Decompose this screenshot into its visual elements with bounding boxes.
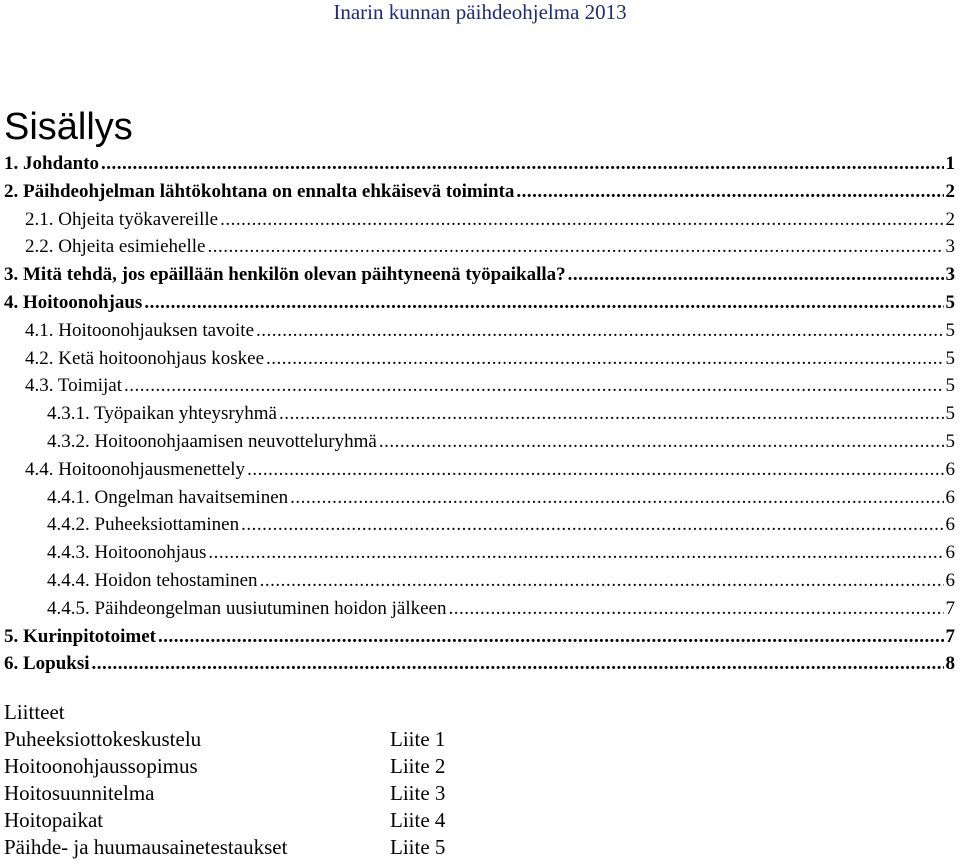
page-title: Sisällys: [4, 106, 133, 149]
toc-leader-dots: [260, 567, 944, 595]
toc-entry-page: 5: [945, 319, 955, 341]
toc-entry-page: 5: [945, 292, 955, 313]
appendix-label: Liite 2: [390, 754, 446, 778]
toc-entry[interactable]: [25, 372, 955, 400]
toc-entry-page: 7: [945, 625, 955, 647]
toc-leader-dots: [256, 317, 943, 345]
appendix-name: Hoitosuunnitelma: [4, 781, 155, 805]
toc-entry-page: 6: [945, 514, 955, 536]
toc-entry-page: 2: [945, 180, 955, 202]
toc-entry-label: 4.3.1. Työpaikan yhteysryhmä: [47, 403, 277, 425]
toc-entry[interactable]: [4, 150, 955, 178]
appendix-name: Hoitopaikat: [4, 808, 104, 832]
toc-entry[interactable]: [25, 317, 955, 345]
toc-entry[interactable]: [4, 623, 955, 651]
appendix-row: [4, 726, 504, 753]
toc-entry-label: 4.4.3. Hoitoonohjaus: [47, 542, 207, 564]
toc-entry-label: 2.1. Ohjeita työkavereille: [25, 208, 219, 230]
toc-entry-label: 4.4.2. Puheeksiottaminen: [47, 514, 240, 536]
toc-entry-page: 3: [945, 264, 955, 286]
toc-entry[interactable]: [47, 400, 955, 428]
appendix-label: Liite 3: [390, 781, 446, 805]
toc-leader-dots: [208, 539, 943, 567]
toc-entry-page: 2: [945, 208, 955, 230]
toc-entry-page: 5: [945, 347, 955, 369]
toc-entry-label: 4.4.1. Ongelman havaitseminen: [47, 486, 289, 508]
toc-entry-page: 6: [945, 458, 955, 480]
appendix-name: Puheeksiottokeskustelu: [4, 727, 202, 751]
toc-entry-label: 4.4. Hoitoonohjausmenettely: [25, 458, 246, 480]
toc-entry[interactable]: [4, 178, 955, 206]
appendix-name: Päihde- ja huumausainetestaukset: [4, 835, 288, 859]
toc-entry[interactable]: [47, 428, 955, 456]
toc-entry-page: 7: [945, 597, 955, 619]
appendix-name: Hoitoonohjaussopimus: [4, 754, 198, 778]
toc-entry[interactable]: [47, 511, 955, 539]
toc-leader-dots: [448, 595, 943, 623]
appendices-heading: Liitteet: [4, 700, 65, 724]
toc-entry-label: 4.3. Toimijat: [25, 375, 123, 397]
toc-entry-label: 6. Lopuksi: [4, 653, 90, 675]
toc-entry-label: 4.2. Ketä hoitoonohjaus koskee: [25, 347, 265, 369]
toc-entry-page: 1: [945, 153, 955, 174]
toc-entry-page: 5: [945, 375, 955, 397]
toc-entry-label: 4.4.4. Hoidon tehostaminen: [47, 570, 258, 591]
toc-leader-dots: [241, 511, 943, 539]
toc-entry-label: 4.1. Hoitoonohjauksen tavoite: [25, 319, 255, 341]
toc-entry-label: 5. Kurinpitotoimet: [4, 625, 156, 647]
toc-entry[interactable]: [47, 567, 955, 595]
toc-leader-dots: [279, 400, 944, 428]
toc-entry[interactable]: [4, 650, 955, 678]
toc-entry-label: 4. Hoitoonohjaus: [4, 292, 143, 313]
toc-leader-dots: [379, 428, 944, 456]
toc-entry-label: 1. Johdanto: [4, 153, 100, 174]
toc-entry-page: 8: [945, 653, 955, 675]
appendix-row: [4, 834, 504, 861]
toc-entry[interactable]: [47, 484, 955, 512]
toc-leader-dots: [247, 456, 943, 484]
appendix-label: Liite 1: [390, 727, 446, 751]
toc-entry-label: 2.2. Ohjeita esimiehelle: [25, 236, 206, 258]
toc-leader-dots: [207, 233, 943, 261]
toc-entry-page: 6: [945, 542, 955, 564]
toc-leader-dots: [568, 261, 944, 289]
toc-entry[interactable]: [4, 289, 955, 317]
toc-entry[interactable]: [25, 456, 955, 484]
toc-entry-page: 5: [945, 403, 955, 425]
toc-leader-dots: [144, 289, 943, 317]
toc-entry-label: 2. Päihdeohjelman lähtökohtana on ennalta ehkäisevä toiminta: [4, 180, 515, 202]
toc-entry-page: 6: [945, 486, 955, 508]
toc-entry[interactable]: [25, 233, 955, 261]
page-header: Inarin kunnan päihdeohjelma 2013: [333, 0, 627, 24]
toc-entry[interactable]: [25, 206, 955, 234]
appendix-label: Liite 5: [390, 835, 446, 859]
toc-leader-dots: [92, 650, 944, 678]
toc-entry-label: 4.3.2. Hoitoonohjaamisen neuvotteluryhmä: [47, 431, 377, 452]
toc-entry[interactable]: [4, 261, 955, 289]
toc-leader-dots: [124, 372, 943, 400]
toc-entry[interactable]: [47, 539, 955, 567]
toc-leader-dots: [266, 345, 943, 373]
toc-entry-page: 3: [945, 236, 955, 258]
appendix-row: [4, 780, 504, 807]
toc-entry-page: 6: [945, 570, 955, 591]
toc-leader-dots: [158, 623, 944, 651]
appendix-row: [4, 753, 504, 780]
toc-leader-dots: [220, 206, 943, 234]
toc-entry[interactable]: [47, 595, 955, 623]
toc-leader-dots: [101, 150, 943, 178]
appendix-label: Liite 4: [390, 808, 446, 832]
toc-leader-dots: [290, 484, 943, 512]
toc-entry-page: 5: [945, 431, 955, 452]
toc-entry-label: 3. Mitä tehdä, jos epäillään henkilön olevan päihtyneenä työpaikalla?: [4, 264, 566, 286]
appendix-row: [4, 807, 504, 834]
toc-entry-label: 4.4.5. Päihdeongelman uusiutuminen hoidon jälkeen: [47, 597, 447, 619]
toc-leader-dots: [516, 178, 943, 206]
toc-entry[interactable]: [25, 345, 955, 373]
